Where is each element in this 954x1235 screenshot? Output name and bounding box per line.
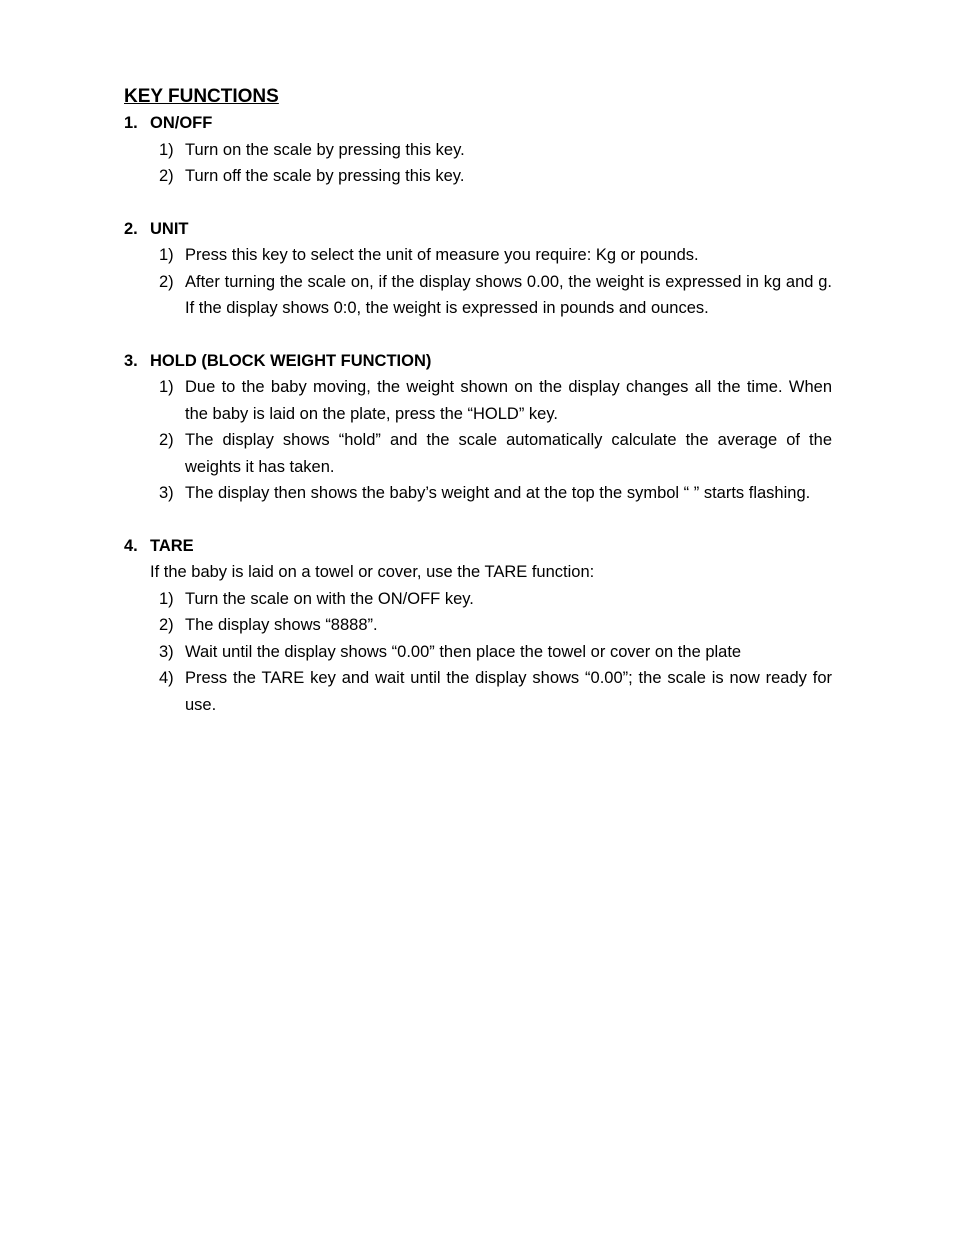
- list-item-number-cell: [124, 427, 185, 480]
- list-item-text: Press the TARE key and wait until the display shows “0.00”; the scale is now ready for use.: [185, 669, 832, 714]
- list-item: [124, 137, 832, 164]
- section-heading: [124, 348, 832, 375]
- list-item: [124, 163, 832, 190]
- section-number: 4.: [124, 536, 138, 555]
- section-number: 3.: [124, 351, 138, 370]
- list-item-number-cell: [124, 269, 185, 322]
- list-item-number-cell: [124, 374, 185, 427]
- list-item-number-cell: [124, 639, 185, 666]
- step-list: [124, 242, 832, 322]
- list-item: [124, 427, 832, 480]
- list-item-text: Due to the baby moving, the weight shown on the display changes all the time. When the baby is laid on the plate, press the “HOLD” key.: [185, 378, 832, 423]
- list-item-text: After turning the scale on, if the display shows 0.00, the weight is expressed in kg and g. If the display shows 0:0, the weight is expressed in pounds and ounces.: [185, 272, 832, 317]
- list-item: [124, 612, 832, 639]
- list-item-number: 1): [159, 140, 174, 159]
- list-item-number: 2): [159, 167, 174, 185]
- list-item-text: The display shows “hold” and the scale automatically calculate the average of the weights it has taken.: [185, 431, 832, 476]
- list-item-number: 3): [159, 642, 174, 661]
- list-item-number: 3): [159, 484, 174, 502]
- step-list: [124, 137, 832, 190]
- list-item: [124, 374, 832, 427]
- section-title: UNIT: [150, 219, 189, 238]
- list-item-text: The display shows “8888”.: [185, 616, 378, 634]
- list-item-number: 4): [159, 669, 174, 687]
- section-title: ON/OFF: [150, 114, 213, 132]
- list-item-text: Turn the scale on with the ON/OFF key.: [185, 589, 474, 608]
- list-item-number-cell: [124, 586, 185, 613]
- section-title: TARE: [150, 536, 194, 555]
- section-heading: [124, 533, 832, 560]
- list-item: [124, 639, 832, 666]
- list-item-number: 2): [159, 431, 174, 449]
- section-1: [124, 110, 832, 190]
- section-heading: [124, 110, 832, 137]
- list-item-number-cell: [124, 242, 185, 269]
- list-item-text: Press this key to select the unit of measure you require: Kg or pounds.: [185, 246, 699, 264]
- list-item-number: 1): [159, 378, 174, 396]
- list-item-text: Wait until the display shows “0.00” then place the towel or cover on the plate: [185, 642, 742, 661]
- list-item-text: Turn off the scale by pressing this key.: [185, 167, 465, 185]
- section-title: HOLD (BLOCK WEIGHT FUNCTION): [150, 351, 432, 370]
- section-3: [124, 348, 832, 507]
- list-item: [124, 269, 832, 322]
- list-item-number-cell: [124, 612, 185, 639]
- sections-container: [124, 110, 832, 718]
- section-number: 1.: [124, 114, 138, 132]
- list-item: [124, 586, 832, 613]
- list-item-number-cell: [124, 480, 185, 507]
- list-item: [124, 480, 832, 507]
- list-item: [124, 242, 832, 269]
- list-item: [124, 665, 832, 718]
- document-title: KEY FUNCTIONS: [124, 86, 279, 107]
- document-page: [124, 84, 832, 744]
- list-item-number-cell: [124, 137, 185, 164]
- section-number: 2.: [124, 219, 138, 238]
- list-item-number: 2): [159, 272, 174, 291]
- section-intro: If the baby is laid on a towel or cover, use the TARE function:: [150, 563, 595, 581]
- section-2: [124, 216, 832, 322]
- step-list: [124, 374, 832, 507]
- list-item-text: Turn on the scale by pressing this key.: [185, 140, 465, 159]
- list-item-number-cell: [124, 163, 185, 190]
- list-item-number: 2): [159, 616, 174, 634]
- list-item-number-cell: [124, 665, 185, 718]
- section-4: [124, 533, 832, 719]
- list-item-number: 1): [159, 589, 174, 608]
- step-list: [124, 586, 832, 719]
- list-item-number: 1): [159, 246, 174, 264]
- section-heading: [124, 216, 832, 243]
- list-item-text: The display then shows the baby’s weight and at the top the symbol “ ” starts flashing.: [185, 484, 811, 502]
